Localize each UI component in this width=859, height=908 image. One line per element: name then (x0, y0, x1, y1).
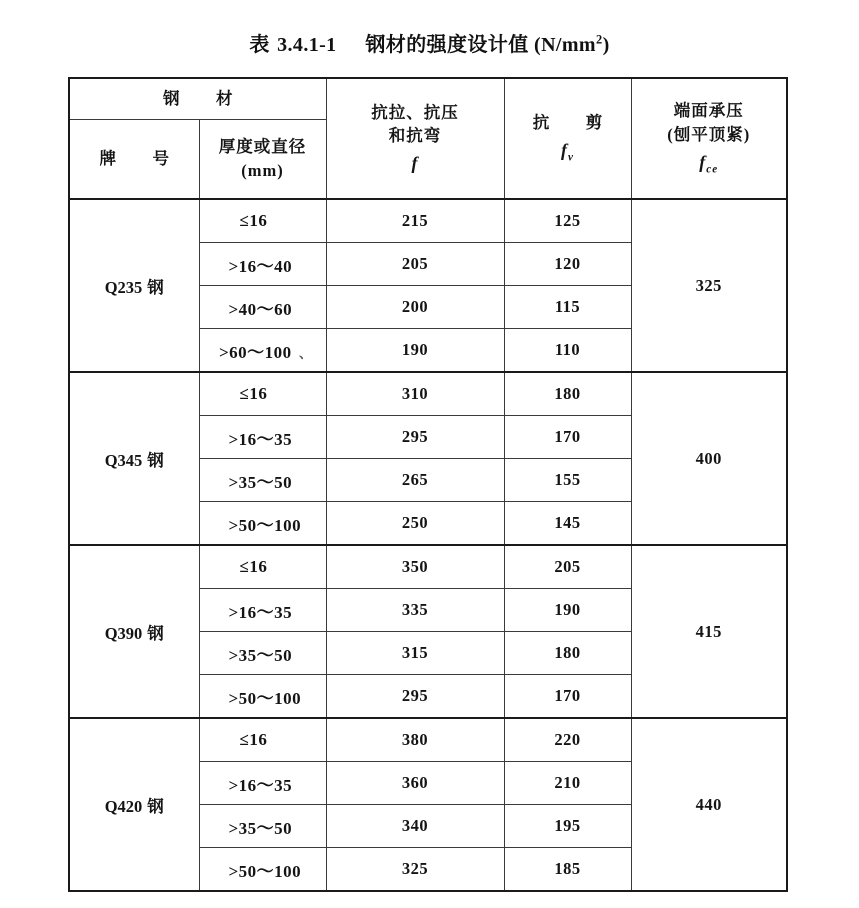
thickness-value: ≤16 (239, 730, 268, 749)
shear-value: 115 (504, 286, 631, 329)
thickness-cell (199, 329, 326, 373)
shear-value: 180 (504, 372, 631, 416)
thickness-cell (199, 459, 326, 502)
header-tension-line2: 和抗弯 (388, 126, 442, 146)
steel-grade-cell (69, 718, 199, 891)
table-row (69, 545, 787, 589)
shear-value: 205 (504, 545, 631, 589)
table-header (69, 78, 787, 199)
tension-compression-bending-value: 190 (326, 329, 504, 373)
header-shear-symbol-subscript: v (568, 151, 574, 164)
tension-compression-bending-value: 350 (326, 545, 504, 589)
header-steel-group: 钢 材 (69, 78, 326, 120)
header-thickness-line2: (mm) (241, 161, 284, 180)
shear-value: 195 (504, 805, 631, 848)
caption-unit-close: ) (602, 34, 610, 56)
caption-unit-open: (N/mm (534, 34, 596, 56)
steel-grade-value: Q390 (104, 623, 143, 643)
header-bearing-symbol-base: f (699, 152, 707, 173)
steel-strength-table (68, 77, 788, 892)
tension-compression-bending-value: 360 (326, 762, 504, 805)
steel-grade-suffix: 钢 (147, 451, 164, 470)
thickness-cell (199, 589, 326, 632)
thickness-cell (199, 805, 326, 848)
thickness-cell (199, 199, 326, 243)
tension-compression-bending-value: 340 (326, 805, 504, 848)
tension-compression-bending-value: 265 (326, 459, 504, 502)
header-shear-symbol (505, 137, 631, 166)
tension-compression-bending-value: 315 (326, 632, 504, 675)
thickness-value: >16～35 (228, 602, 293, 622)
header-bearing-symbol-subscript: ce (706, 163, 719, 176)
thickness-cell (199, 372, 326, 416)
header-bearing-line1: 端面承压 (673, 101, 744, 121)
shear-value: 125 (504, 199, 631, 243)
steel-grade-cell (69, 545, 199, 718)
caption-label: 表 (249, 34, 270, 56)
thickness-cell (199, 416, 326, 459)
thickness-value: >16～35 (228, 775, 293, 795)
thickness-cell (199, 675, 326, 719)
steel-grade-value: Q235 (104, 277, 143, 297)
thickness-cell (199, 762, 326, 805)
tension-compression-bending-value: 380 (326, 718, 504, 762)
steel-grade-suffix: 钢 (147, 624, 164, 643)
shear-value: 145 (504, 502, 631, 546)
thickness-cell (199, 243, 326, 286)
tension-compression-bending-value: 295 (326, 416, 504, 459)
shear-value: 120 (504, 243, 631, 286)
scan-artifact-mark: 、 (298, 345, 312, 361)
steel-grade-cell (69, 199, 199, 372)
header-shear-line1: 抗 剪 (532, 113, 613, 133)
table-row (69, 199, 787, 243)
end-bearing-value: 415 (631, 545, 787, 718)
thickness-cell (199, 848, 326, 892)
shear-value: 185 (504, 848, 631, 892)
thickness-cell (199, 718, 326, 762)
thickness-value: >50～100 (228, 861, 302, 881)
end-bearing-value: 440 (631, 718, 787, 891)
thickness-value: >40～60 (228, 299, 293, 319)
header-end-bearing (631, 78, 787, 199)
caption-text: 钢材的强度设计值 (365, 34, 529, 56)
tension-compression-bending-value: 295 (326, 675, 504, 719)
shear-value: 220 (504, 718, 631, 762)
end-bearing-value: 325 (631, 199, 787, 372)
tension-compression-bending-value: 250 (326, 502, 504, 546)
tension-compression-bending-value: 205 (326, 243, 504, 286)
header-row-top (69, 78, 787, 120)
shear-value: 180 (504, 632, 631, 675)
caption-unit-exponent: 2 (596, 32, 603, 47)
caption-number: 3.4.1-1 (277, 34, 337, 56)
steel-grade-cell (69, 372, 199, 545)
thickness-value: ≤16 (239, 557, 268, 576)
tension-compression-bending-value: 325 (326, 848, 504, 892)
thickness-cell (199, 545, 326, 589)
thickness-value: >16～35 (228, 429, 293, 449)
thickness-value: >35～50 (228, 818, 293, 838)
thickness-value: ≤16 (239, 211, 268, 230)
tension-compression-bending-value: 215 (326, 199, 504, 243)
table-caption (0, 28, 859, 57)
shear-value: 210 (504, 762, 631, 805)
header-tension-line1: 抗拉、抗压 (371, 102, 459, 122)
tension-compression-bending-value: 335 (326, 589, 504, 632)
thickness-cell (199, 286, 326, 329)
shear-value: 190 (504, 589, 631, 632)
thickness-value: ≤16 (239, 384, 268, 403)
shear-value: 170 (504, 416, 631, 459)
thickness-cell (199, 632, 326, 675)
thickness-value: >16～40 (228, 256, 293, 276)
thickness-value: >60～100 (218, 342, 292, 362)
header-shear-symbol-base: f (561, 140, 569, 161)
header-thickness-line1: 厚度或直径 (218, 137, 307, 157)
shear-value: 170 (504, 675, 631, 719)
thickness-value: >50～100 (228, 688, 302, 708)
thickness-value: >35～50 (228, 472, 293, 492)
shear-value: 110 (504, 329, 631, 373)
header-bearing-line2: (刨平顶紧) (667, 125, 751, 145)
shear-value: 155 (504, 459, 631, 502)
thickness-cell (199, 502, 326, 546)
header-tension-symbol: f (411, 153, 419, 174)
steel-grade-value: Q420 (104, 796, 143, 816)
table-body (69, 199, 787, 891)
table-row (69, 718, 787, 762)
caption-unit (534, 34, 610, 56)
header-tension-compression-bending (326, 78, 504, 199)
header-shear (504, 78, 631, 199)
header-grade: 牌 号 (69, 120, 199, 200)
tension-compression-bending-value: 310 (326, 372, 504, 416)
header-bearing-symbol (632, 149, 787, 178)
steel-grade-suffix: 钢 (147, 278, 164, 297)
tension-compression-bending-value: 200 (326, 286, 504, 329)
steel-grade-value: Q345 (104, 450, 143, 470)
end-bearing-value: 400 (631, 372, 787, 545)
steel-grade-suffix: 钢 (147, 797, 164, 816)
header-thickness-or-diameter (199, 120, 326, 200)
table-row (69, 372, 787, 416)
thickness-value: >35～50 (228, 645, 293, 665)
thickness-value: >50～100 (228, 515, 302, 535)
